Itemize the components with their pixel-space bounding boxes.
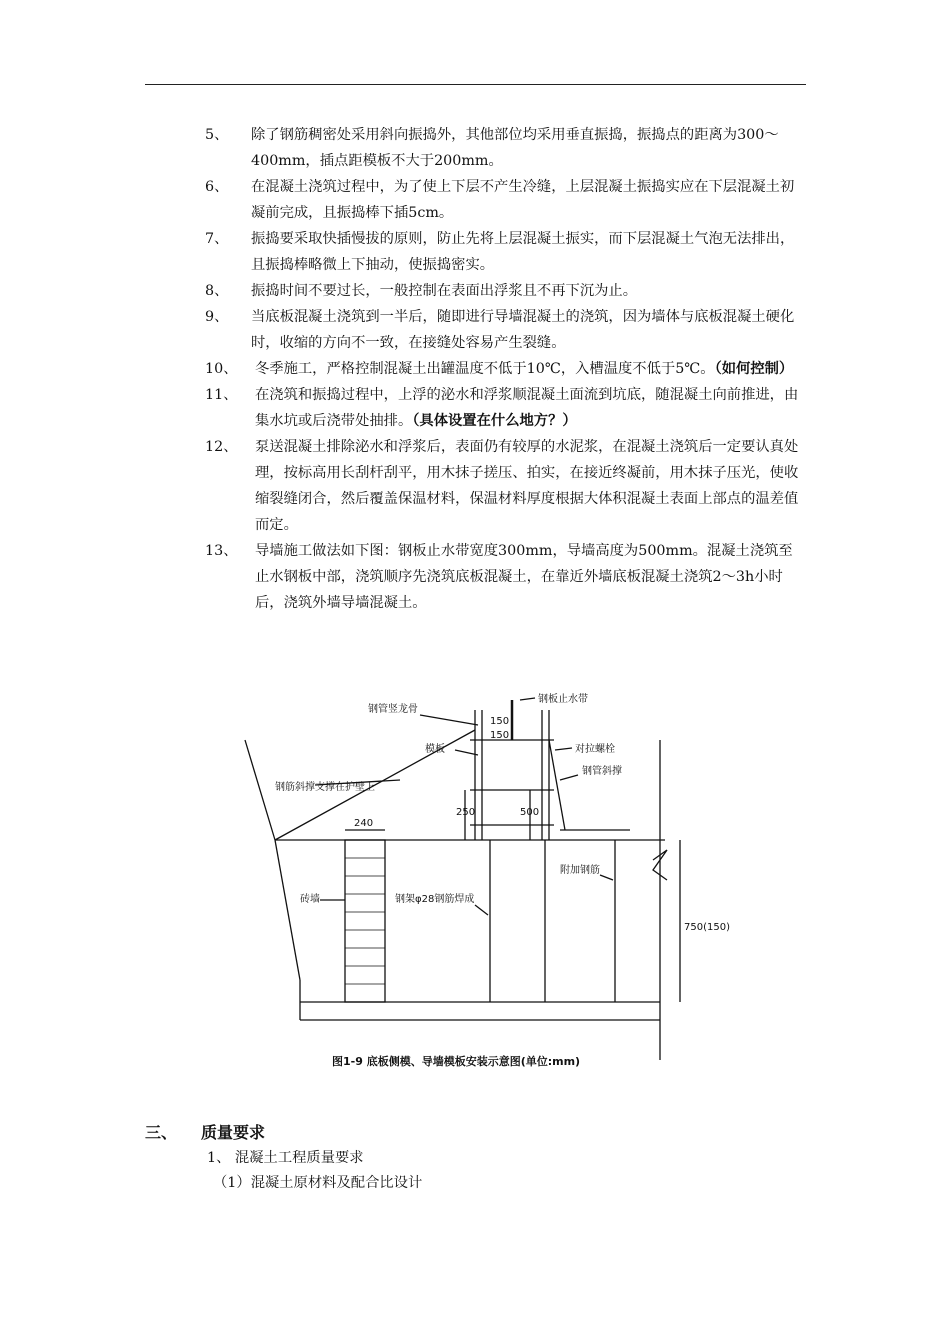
list-item: [145, 356, 806, 382]
label-steel-brace: 钢管斜撑: [582, 766, 622, 777]
dim-250: 250: [456, 807, 476, 818]
section-number: 三、: [145, 1123, 178, 1142]
item-number: 5、: [205, 127, 229, 143]
item-text: 导墙施工做法如下图：钢板止水带宽度300mm，导墙高度为500mm。混凝土浇筑至止水钢板中部，浇筑顺序先浇筑底板混凝土，在靠近外墙底板混凝土浇筑2～3h小时后，浇筑外墙导墙混凝土。: [255, 543, 793, 611]
list-item: [145, 538, 806, 616]
label-steel-stud: 钢管竖龙骨: [368, 704, 418, 715]
item-number: 12、: [205, 439, 238, 455]
label-extra-rebar: 附加钢筋: [560, 865, 600, 876]
label-formwork: 模板: [425, 744, 445, 755]
item-number: 8、: [205, 283, 229, 299]
header-rule: [145, 84, 806, 85]
label-tie-bolt: 对拉螺栓: [575, 744, 615, 755]
figure-caption: 图1-9 底板侧模、导墙模板安装示意图(单位:mm): [332, 1055, 581, 1068]
item-number: 9、: [205, 309, 229, 325]
item-text: 振捣时间不要过长，一般控制在表面出浮浆且不再下沉为止。: [251, 283, 638, 299]
item-text: 振捣要采取快插慢拔的原则，防止先将上层混凝土振实，而下层混凝土气泡无法排出，且振捣棒略微上下抽动，使振捣密实。: [251, 231, 795, 273]
label-brick-wall: 砖墙: [300, 894, 320, 905]
item-number: 7、: [205, 231, 229, 247]
diagram-svg: [220, 680, 780, 1080]
item-number: 11、: [205, 387, 238, 403]
item-number: 6、: [205, 179, 229, 195]
item-number: 13、: [205, 543, 238, 559]
item-note: （如何控制）: [714, 361, 794, 377]
numbered-list: [145, 122, 806, 616]
list-item: [145, 278, 806, 304]
dim-150a: 150: [490, 716, 510, 727]
subheading-2: （1）混凝土原材料及配合比设计: [213, 1175, 423, 1191]
subheading-1: 1、 混凝土工程质量要求: [207, 1150, 364, 1166]
item-number: 10、: [205, 361, 238, 377]
dim-150b: 150: [490, 730, 510, 741]
item-text: 在浇筑和振捣过程中，上浮的泌水和浮浆顺混凝土面流到坑底，随混凝土向前推进，由集水坑或后浇带处抽排。（具体设置在什么地方？）: [255, 387, 799, 429]
item-text: 泵送混凝土排除泌水和浮浆后，表面仍有较厚的水泥浆，在混凝土浇筑后一定要认真处理，按标高用长刮杆刮平，用木抹子搓压、拍实，在接近终凝前，用木抹子压光，使收缩裂缝闭合，然后覆盖保温材料，保温材料厚度根据大体积混凝土表面上部点的温差值而定。: [255, 439, 799, 533]
list-item: [145, 434, 806, 538]
list-item: [145, 122, 806, 174]
item-text: 在混凝土浇筑过程中，为了使上下层不产生冷缝，上层混凝土振捣实应在下层混凝土初凝前完成，且振捣棒下插5cm。: [251, 179, 795, 221]
dim-240: 240: [354, 818, 374, 829]
item-text: 除了钢筋稠密处采用斜向振捣外，其他部位均采用垂直振捣，振捣点的距离为300～400mm，插点距模板不大于200mm。: [251, 127, 779, 169]
section-heading: [145, 1120, 265, 1143]
dim-500: 500: [520, 807, 540, 818]
list-item: [145, 382, 806, 434]
section-title: 质量要求: [201, 1123, 266, 1142]
label-waterstop: 钢板止水带: [538, 694, 588, 705]
list-item: [145, 226, 806, 278]
item-note: （具体设置在什么地方？）: [412, 413, 577, 429]
label-rebar-brace: 钢筋斜撑支撑在护壁上: [275, 782, 375, 793]
item-text: 当底板混凝土浇筑到一半后，随即进行导墙混凝土的浇筑，因为墙体与底板混凝土硬化时，收缩的方向不一致，在接缝处容易产生裂缝。: [251, 309, 795, 351]
label-steel-frame: 钢架φ28钢筋焊成: [395, 894, 475, 905]
item-text: 冬季施工，严格控制混凝土出罐温度不低于10℃，入槽温度不低于5℃。（如何控制）: [255, 361, 794, 377]
list-item: [145, 174, 806, 226]
list-item: [145, 304, 806, 356]
formwork-diagram: [220, 680, 780, 1080]
dim-750: 750(150): [684, 922, 730, 933]
